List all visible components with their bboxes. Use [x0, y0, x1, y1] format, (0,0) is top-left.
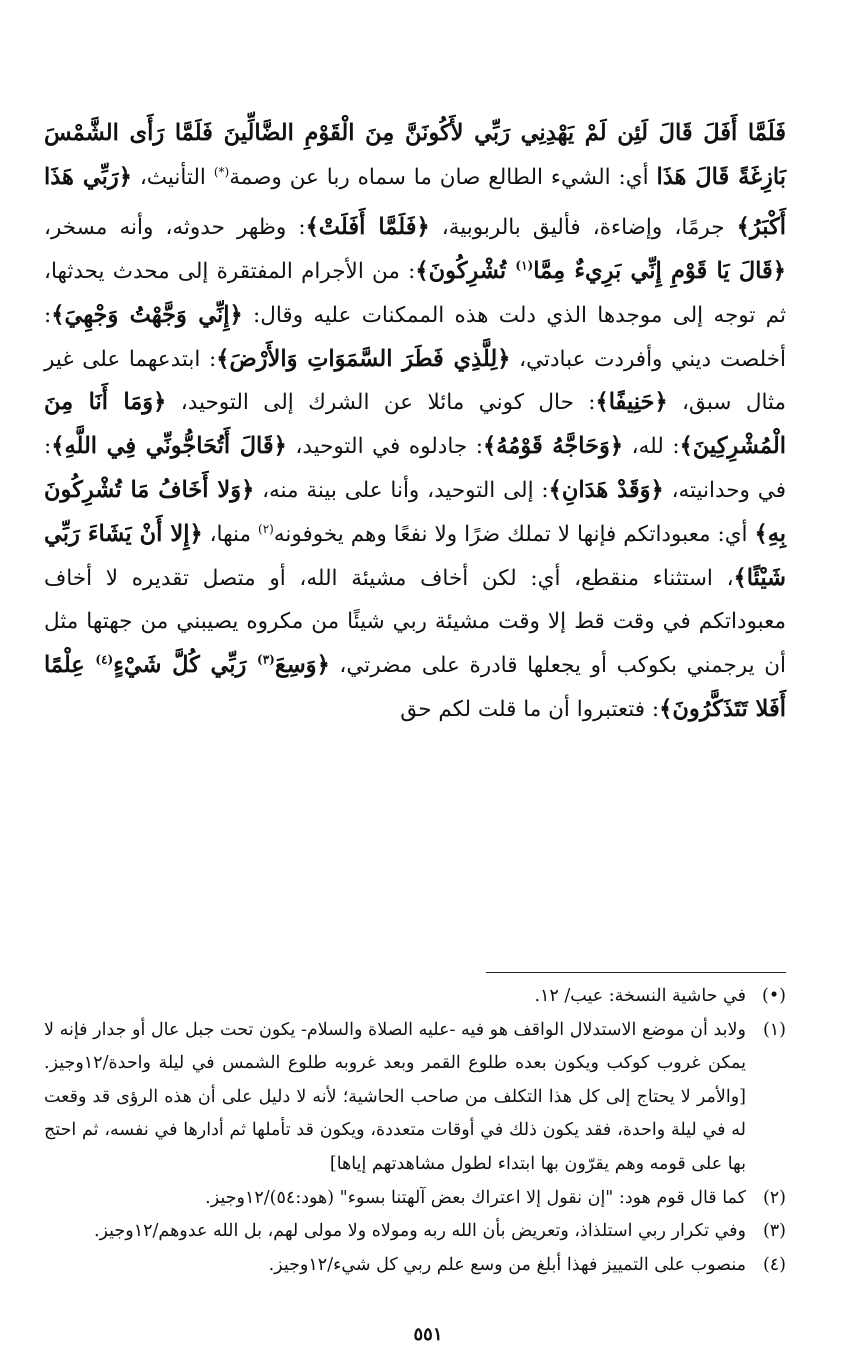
commentary-text: منها،: [202, 522, 259, 548]
footnote-text: منصوب على التمييز فهذا أبلغ من وسع علم ربي كل شيء/١٢وجيز.: [268, 1254, 746, 1275]
footnote-marker: (١): [515, 258, 534, 273]
commentary-text: : لله،: [623, 434, 680, 460]
verse-quote: ﴿ قَالَ يَا قَوْمِ إِنِّي بَرِيءٌ مِمَّا$^{(١)}$ تُشْرِكُونَ ﴾: [415, 258, 786, 284]
footnote-marker: (٢): [258, 522, 274, 536]
footnote-number: (٣): [762, 1221, 786, 1242]
footnote: [44, 1182, 786, 1216]
commentary-text: ، استثناء منقطع، أي: لكن أخاف مشيئة الله، أو متصل تقديره لا أخاف معبوداتكم في وقت قط إلا وقت مشيئة ربي شيئًا من مكروه يصيبني من جهتها مثل أن يرجمني بكوكب أو يجعلها قادرة على مضرتي،: [44, 566, 786, 678]
page-number: ٥٥١: [413, 1324, 443, 1345]
verse-quote: ﴿ فَلَمَّا أَفَلَتْ ﴾: [306, 214, 430, 240]
commentary-text: جرمًا، وإضاءة، فأليق بالربوبية،: [429, 214, 737, 240]
footnote-number: (•): [762, 986, 786, 1006]
footnote-text: كما قال قوم هود: "إن نقول إلا اعتراك بعض آلهتنا بسوء" (هود:٥٤)/١٢وجيز.: [205, 1187, 746, 1208]
verse-quote: ﴿ لِلَّذِي فَطَرَ السَّمَوَاتِ وَالأَرْضَ ﴾: [216, 346, 510, 372]
commentary-text: أي: الشيء الطالع صان ما سماه ربا عن وصمة: [229, 164, 657, 190]
page-body: [44, 112, 787, 1275]
commentary-text: : في وحدانيته،: [44, 434, 786, 504]
commentary-text: أي: معبوداتكم فإنها لا تملك ضرًا ولا نفعًا وهم يخوفونه: [273, 522, 755, 548]
footnote-number: (٢): [762, 1187, 786, 1208]
footnote-separator: [486, 972, 786, 973]
verse-quote: ﴿ إِنِّي وَجَّهْتُ وَجْهِيَ ﴾: [51, 302, 242, 328]
verse-quote: ﴿ وَمَا أَنَا مِنَ الْمُشْرِكِينَ ﴾: [44, 389, 786, 459]
footnote: [44, 1014, 786, 1182]
verse-quote: ﴿ رَبِّي هَذَا أَكْبَرُ ﴾: [44, 164, 786, 240]
footnote-text: ولابد أن موضع الاستدلال الواقف هو فيه -عليه الصلاة والسلام- يكون تحت جبل عال أو جدار فإنه لا يمكن غروب كوكب ويكون بعده طلوع القمر وبعد غروبه طلوع الشمس في ليلة واحدة/١٢وجيز.[والأمر لا يحتاج إلى كل هذا التكلف من صاحب الحاشية؛ لأنه لا دليل على أن هذه الرؤى قد وقعت له في ليلة واحدة، فقد يكون ذلك في أوقات متعددة، ويكون قد تأملها ثم أدارها في نفسه، ثم احتج بها على قومه وهم يقرّون بها ابتداء لطول مشاهدتهم إياها]: [44, 1019, 746, 1174]
verse-opening: فَلَمَّا أَفَلَ قَالَ لَئِن لَمْ يَهْدِنِي رَبِّي لأَكُونَنَّ مِنَ الْقَوْمِ الضَّالِّينَ فَلَمَّا رَأَى الشَّمْسَ بَازِغَةً قَالَ هَذَا: [44, 120, 786, 190]
footnote-text: في حاشية النسخة: عيب/ ١٢.: [534, 986, 746, 1006]
commentary-text: : جادلوه في التوحيد،: [286, 434, 484, 460]
commentary-text: التأنيث،: [131, 164, 214, 190]
footnote-number: (١): [762, 1019, 786, 1040]
verse-quote: ﴿ وَسِعَ$^{(٣)}$ رَبِّي كُلَّ شَيْءٍ$^{(٤)}$ عِلْمًا أَفَلا تَتَذَكَّرُونَ ﴾: [44, 652, 786, 722]
footnote-marker: (٤): [95, 652, 114, 667]
footnote-marker: (*): [213, 164, 230, 179]
commentary-text: : إلى التوحيد، وأنا على بينة منه،: [254, 478, 549, 504]
commentary-text: : فتعتبروا أن ما قلت لكم حق: [400, 696, 660, 722]
verse-quote: ﴿ حَنِيفًا ﴾: [596, 389, 668, 415]
commentary-text: : أخلصت ديني وأفردت عبادتي،: [44, 302, 786, 372]
footnote: [44, 980, 786, 1014]
verse-quote: ﴿ وَقَدْ هَدَانِ ﴾: [549, 477, 664, 503]
commentary-text: : وظهر حدوثه، وأنه مسخر،: [44, 214, 306, 240]
commentary-text: : حال كوني مائلا عن الشرك إلى التوحيد،: [166, 390, 596, 416]
footnote-marker: (٣): [257, 652, 275, 667]
verse-quote: ﴿ وَحَاجَّهُ قَوْمُهُ ﴾: [483, 433, 623, 459]
commentary-text: : من الأجرام المفتقرة إلى محدث يحدثها، ثم توجه إلى موجدها الذي دلت هذه الممكنات عليه وقال:: [44, 258, 786, 328]
verse-quote: ﴿ إِلا أَنْ يَشَاءَ رَبِّي شَيْئًا ﴾: [44, 521, 786, 591]
verse-quote: ﴿ وَلا أَخَافُ مَا تُشْرِكُونَ بِهِ ﴾: [44, 477, 786, 547]
footnotes: [44, 980, 786, 1282]
verse-quote: ﴿ قَالَ أَتُحَاجُّونِّي فِي اللَّهِ ﴾: [51, 433, 287, 459]
footnote-text: وفي تكرار ربي استلذاذ، وتعريض بأن الله ربه ومولاه ولا مولى لهم، بل الله عدوهم/١٢وجيز.: [93, 1221, 746, 1242]
footnote-number: (٤): [762, 1254, 786, 1275]
footnote: [44, 1215, 786, 1249]
footnote: [44, 1249, 786, 1283]
main-text: [44, 112, 786, 732]
commentary-text: : ابتدعهما على غير مثال سبق،: [44, 346, 786, 416]
